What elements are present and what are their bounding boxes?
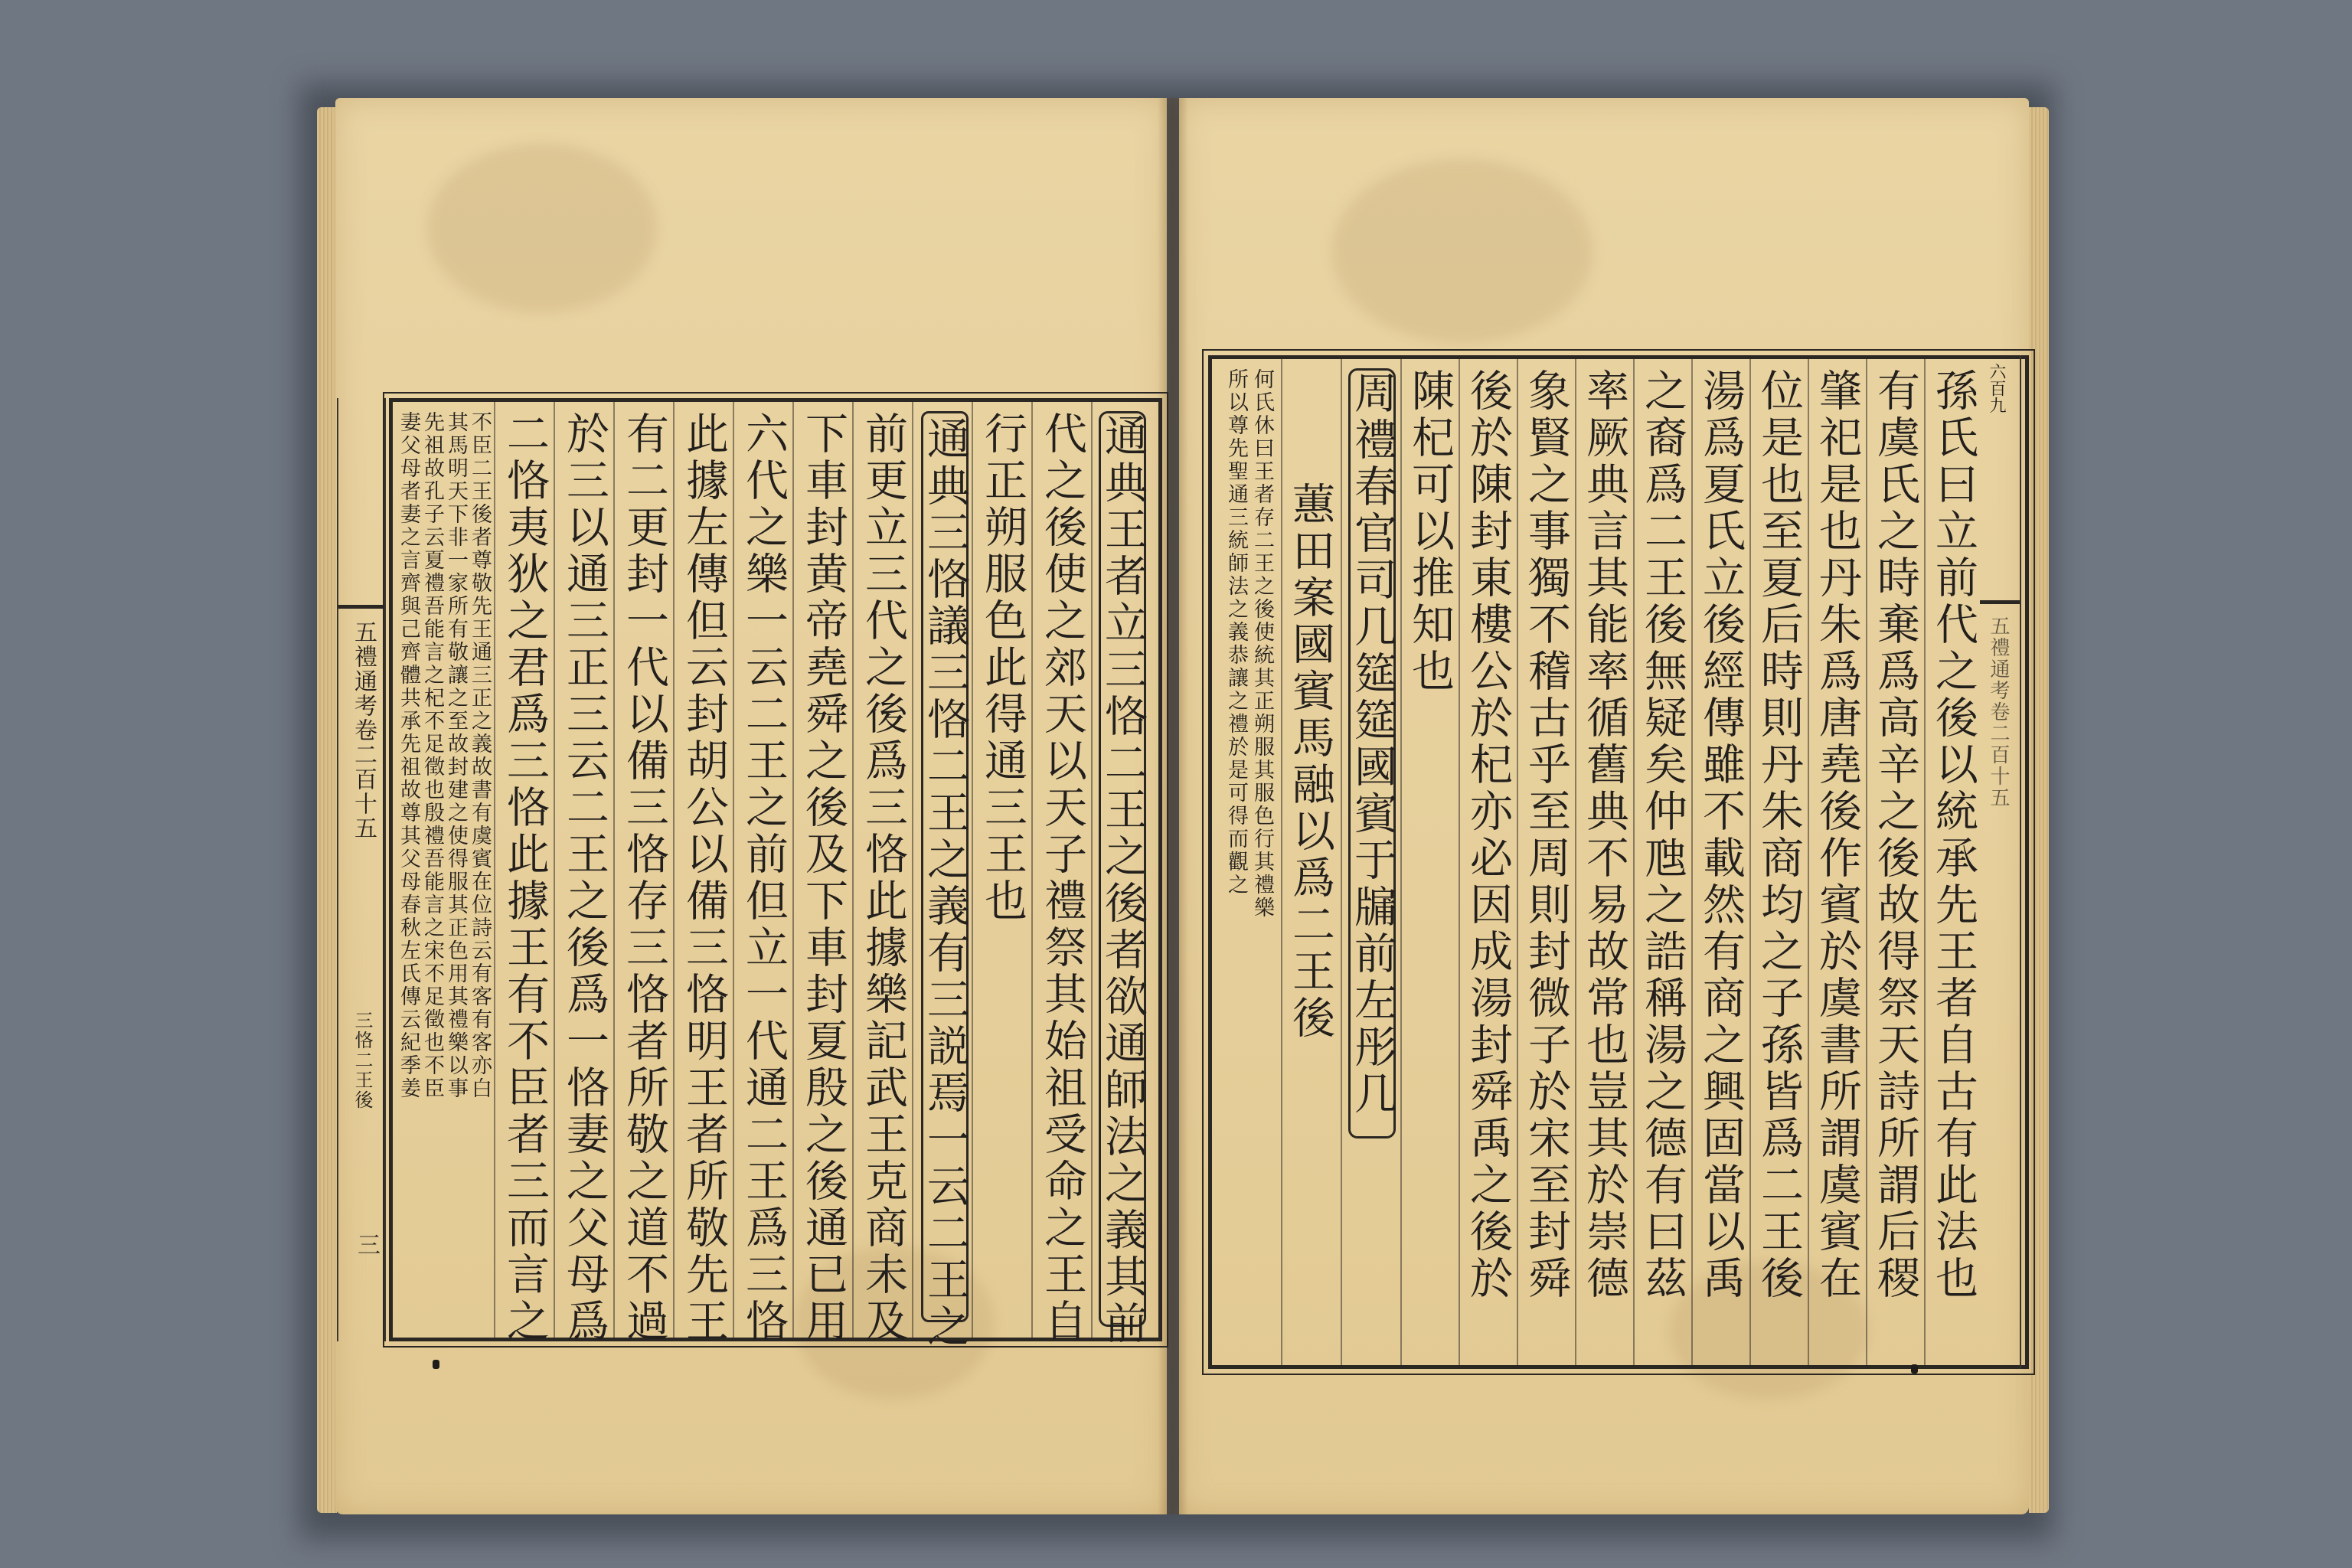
text-column-10: 陳杞可以推知也 bbox=[1405, 368, 1455, 695]
ink-mark bbox=[433, 1360, 439, 1369]
commentary-column-1: 不臣二王後者尊敬先王通三正之義故書有虞賓在位詩云有客有客亦白 bbox=[468, 411, 492, 1100]
commentary-column-2: 其馬明天下非一家所有敬讓之至故封建之使得服其正色用其禮樂以事 bbox=[444, 411, 468, 1100]
book-gutter bbox=[1158, 98, 1188, 1514]
section-title: 三恪二王後 bbox=[351, 1011, 373, 1110]
text-column-6: 之裔爲二王後無疑矣仲虺之誥稱湯之德有曰茲 bbox=[1638, 368, 1687, 1302]
text-column-3: 肇祀是也丹朱爲唐堯後作賓於虞書所謂虞賓在 bbox=[1812, 368, 1862, 1302]
text-column-1: 通典王者立三恪二王之後者欲通師法之義其前 bbox=[1099, 411, 1146, 1327]
commentary-column-3: 先祖故孔子云夏禮吾能言之杞不足徵也殷禮吾能言之宋不足徵也不臣 bbox=[420, 411, 444, 1100]
text-column-6: 下車封黄帝堯舜之後及下車封夏殷之後通已用 bbox=[799, 411, 848, 1345]
left-fold-column bbox=[337, 398, 386, 1341]
annotation-column: 蕙田案國賓馬融以爲二王後 bbox=[1285, 482, 1335, 1042]
header-label: 五禮通考卷二百十五 bbox=[1987, 616, 2010, 808]
text-column-11: 二恪夷狄之君爲三恪此據王有不臣者三而言之 bbox=[500, 411, 550, 1345]
text-column-9: 有二更封一代以備三恪存三恪者所敬之道不過 bbox=[619, 411, 669, 1345]
text-column-3: 行正朔服色此得通三王也 bbox=[978, 411, 1027, 925]
text-column-1: 孫氏曰立前代之後以統承先王者自古有此法也 bbox=[1929, 368, 1978, 1302]
text-column-5: 前更立三代之後爲三恪此據樂記武王克商未及 bbox=[858, 411, 908, 1345]
text-column-7: 六代之樂一云二王之前但立一代通二王爲三恪 bbox=[739, 411, 789, 1345]
text-column-2: 有虞氏之時棄爲高辛之後故得祭天詩所謂后稷 bbox=[1870, 368, 1920, 1302]
page-number: 三 bbox=[353, 1233, 380, 1256]
right-page-edge bbox=[2029, 107, 2049, 1513]
commentary-column-4: 妻父母者妻之言齊與己齊體共承先祖故尊其父母春秋左氏傳云紀季姜 bbox=[397, 411, 420, 1100]
text-column-8: 象賢之事獨不稽古乎至周則封微子於宋至封舜 bbox=[1521, 368, 1571, 1302]
text-column-9: 後於陳封東樓公於杞亦必因成湯封舜禹之後於 bbox=[1463, 368, 1513, 1302]
text-column-8: 此據左傳但云封胡公以備三恪明王者所敬先王 bbox=[679, 411, 729, 1345]
page-mark: 六百九 bbox=[1987, 363, 2006, 413]
section-heading-column: 周禮春官司几筵筵國賓于牖前左彤几 bbox=[1348, 368, 1396, 1138]
right-fold-column bbox=[1980, 355, 2021, 1369]
ink-mark bbox=[1911, 1364, 1918, 1374]
text-column-4: 位是也至夏后時則丹朱商均之子孫皆爲二王後 bbox=[1754, 368, 1804, 1302]
text-column-10: 於三以通三正三云二王之後爲一恪妻之父母爲 bbox=[560, 411, 609, 1345]
text-column-2: 代之後使之郊天以天子禮祭其始祖受命之王自 bbox=[1037, 411, 1087, 1345]
commentary-column-1: 何氏休曰王者存二王之後使統其正朔服其服色行其禮樂 bbox=[1250, 368, 1274, 920]
text-column-7: 率厥典言其能率循舊典不易故常也豈其於崇德 bbox=[1579, 368, 1629, 1302]
text-column-5: 湯爲夏氏立後經傳雖不載然有商之興固當以禹 bbox=[1696, 368, 1746, 1302]
left-text-block bbox=[389, 398, 1162, 1351]
left-page-edge bbox=[317, 107, 337, 1513]
volume-title: 五禮通考卷二百十五 bbox=[350, 620, 377, 841]
commentary-column-2: 所以尊先聖通三統師法之義恭讓之禮於是可得而觀之 bbox=[1224, 368, 1248, 897]
right-text-block bbox=[1208, 355, 2029, 1369]
text-column-4: 通典三恪議三恪二王之義有三説焉一云二王之 bbox=[921, 411, 969, 1322]
